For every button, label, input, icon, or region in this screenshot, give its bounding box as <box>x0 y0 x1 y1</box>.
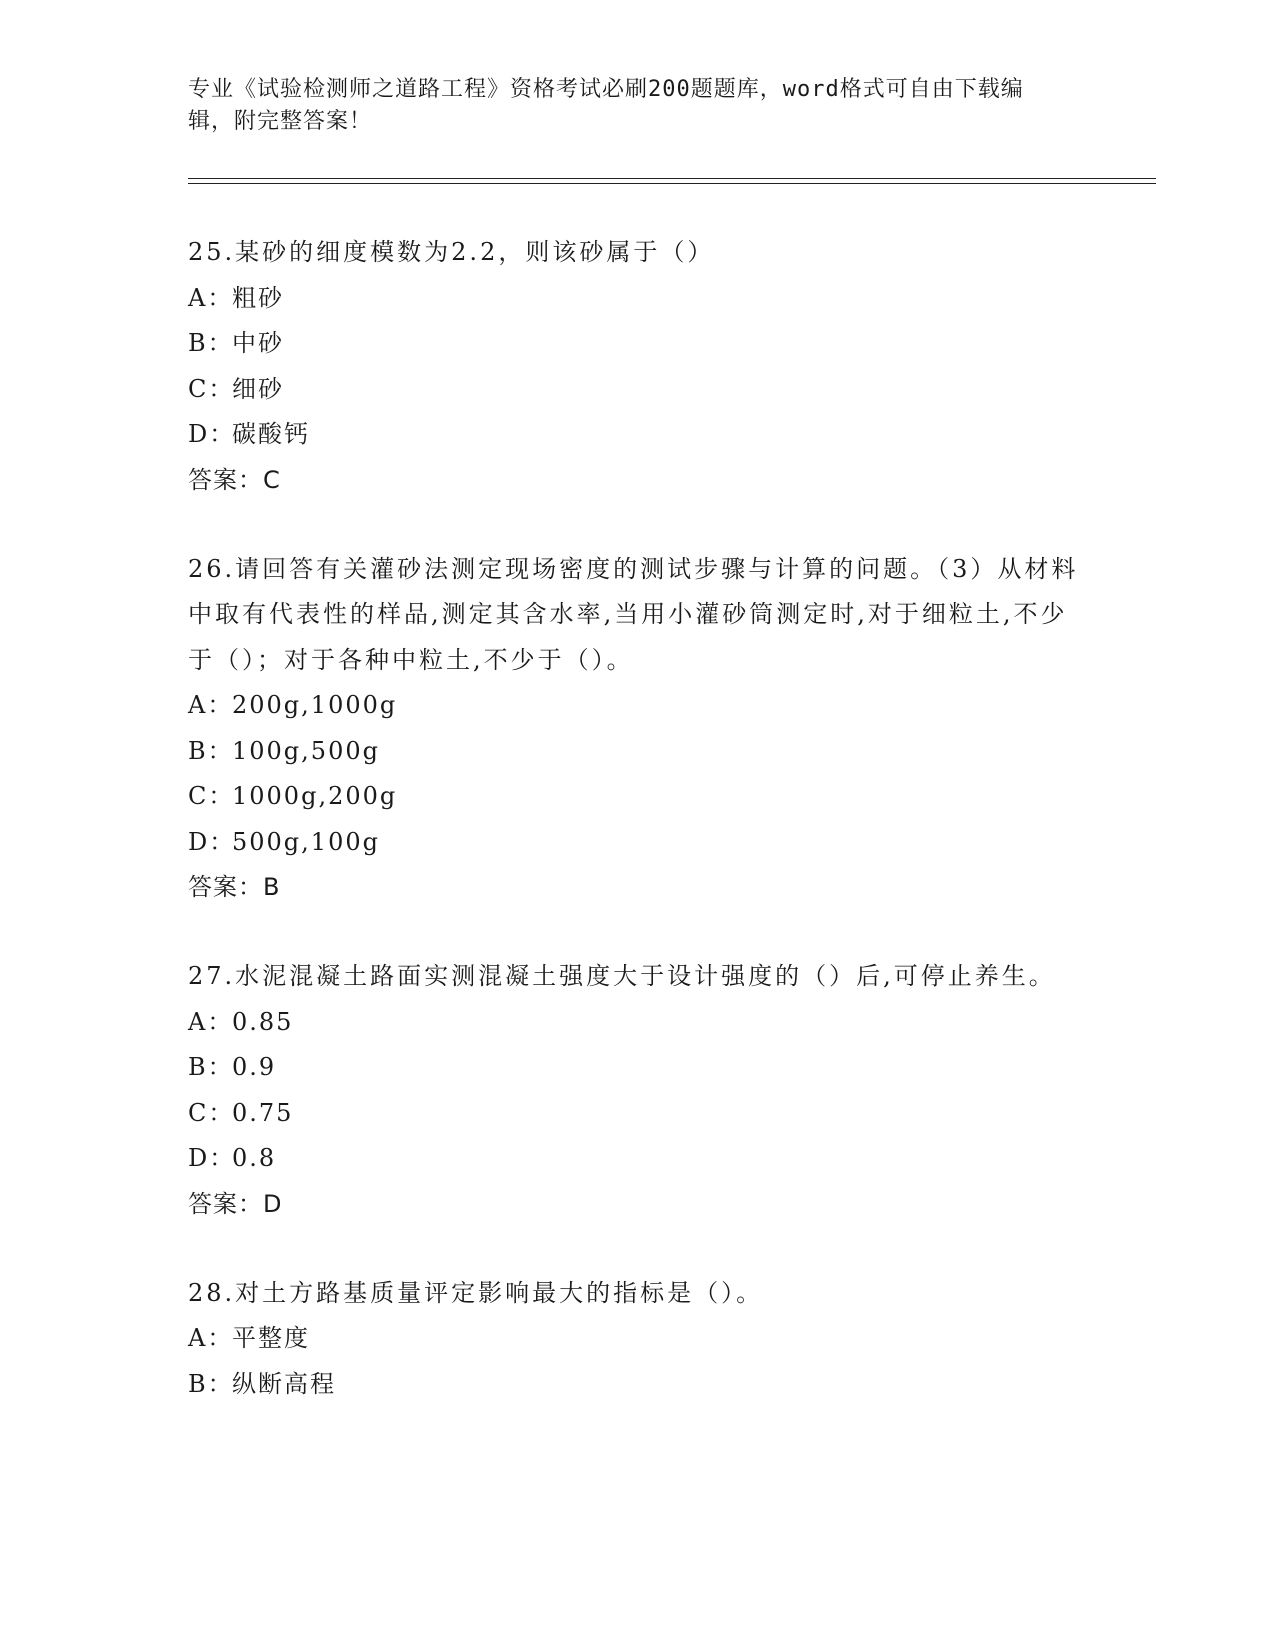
option-letter: D： <box>188 420 236 448</box>
option-a <box>188 276 1088 322</box>
option-letter: A： <box>188 691 234 719</box>
question-stem: 26.请回答有关灌砂法测定现场密度的测试步骤与计算的问题。（3）从材料中取有代表性的样品,测定其含水率,当用小灌砂筒测定时,对于细粒土,不少于（）；对于各种中粒土,不少于（）。 <box>188 554 1079 674</box>
answer: 答案：B <box>188 873 281 901</box>
option-d <box>188 412 1088 458</box>
option-letter: C： <box>188 782 235 810</box>
option-letter: D： <box>188 1144 236 1172</box>
question-stem: 28.对土方路基质量评定影响最大的指标是（）。 <box>188 1278 764 1307</box>
option-letter: A： <box>188 283 234 312</box>
option-a <box>188 1000 1088 1046</box>
header-divider-bottom <box>188 183 1156 184</box>
question-28 <box>188 1271 1088 1408</box>
option-text: 0.8 <box>232 1144 277 1172</box>
option-b <box>188 1362 1088 1408</box>
option-text: 纵断高程 <box>232 1369 336 1398</box>
option-c <box>188 367 1088 413</box>
question-stem: 27.水泥混凝土路面实测混凝土强度大于设计强度的（）后,可停止养生。 <box>188 962 1056 990</box>
option-letter: A： <box>188 1324 234 1352</box>
option-text: 粗砂 <box>232 283 284 312</box>
option-text: 500g,100g <box>232 827 380 856</box>
option-letter: C： <box>188 1098 235 1127</box>
document-header: 专业《试验检测师之道路工程》资格考试必刷200题题库，word格式可自由下载编辑，附完整答案！ <box>188 77 1024 134</box>
question-25 <box>188 230 1088 503</box>
option-letter: D： <box>188 827 236 856</box>
option-a <box>188 683 1088 729</box>
option-text: 1000g,200g <box>232 782 398 810</box>
option-b <box>188 1045 1088 1091</box>
option-letter: B： <box>188 329 234 357</box>
answer: 答案：C <box>188 465 281 494</box>
question-stem: 25.某砂的细度模数为2.2，则该砂属于（） <box>188 238 715 266</box>
answer: 答案：D <box>188 1189 283 1218</box>
question-26 <box>188 547 1088 911</box>
option-text: 碳酸钙 <box>232 420 310 448</box>
option-b <box>188 729 1088 775</box>
option-c <box>188 774 1088 820</box>
option-text: 细砂 <box>232 374 284 403</box>
option-text: 200g,1000g <box>232 691 398 719</box>
option-letter: B： <box>188 1369 234 1398</box>
option-letter: C： <box>188 374 235 403</box>
option-text: 中砂 <box>232 329 284 357</box>
header-divider-top <box>188 178 1156 179</box>
option-a <box>188 1316 1088 1362</box>
option-text: 平整度 <box>232 1324 310 1352</box>
option-b <box>188 321 1088 367</box>
option-c <box>188 1091 1088 1137</box>
option-d <box>188 820 1088 866</box>
option-letter: B： <box>188 1053 234 1081</box>
option-text: 0.75 <box>232 1098 294 1127</box>
option-text: 0.9 <box>232 1053 277 1081</box>
option-text: 100g,500g <box>232 736 380 765</box>
option-letter: B： <box>188 736 234 765</box>
option-letter: A： <box>188 1007 234 1036</box>
question-list <box>188 230 1088 1451</box>
question-27 <box>188 954 1088 1227</box>
option-text: 0.85 <box>232 1007 294 1036</box>
option-d <box>188 1136 1088 1182</box>
